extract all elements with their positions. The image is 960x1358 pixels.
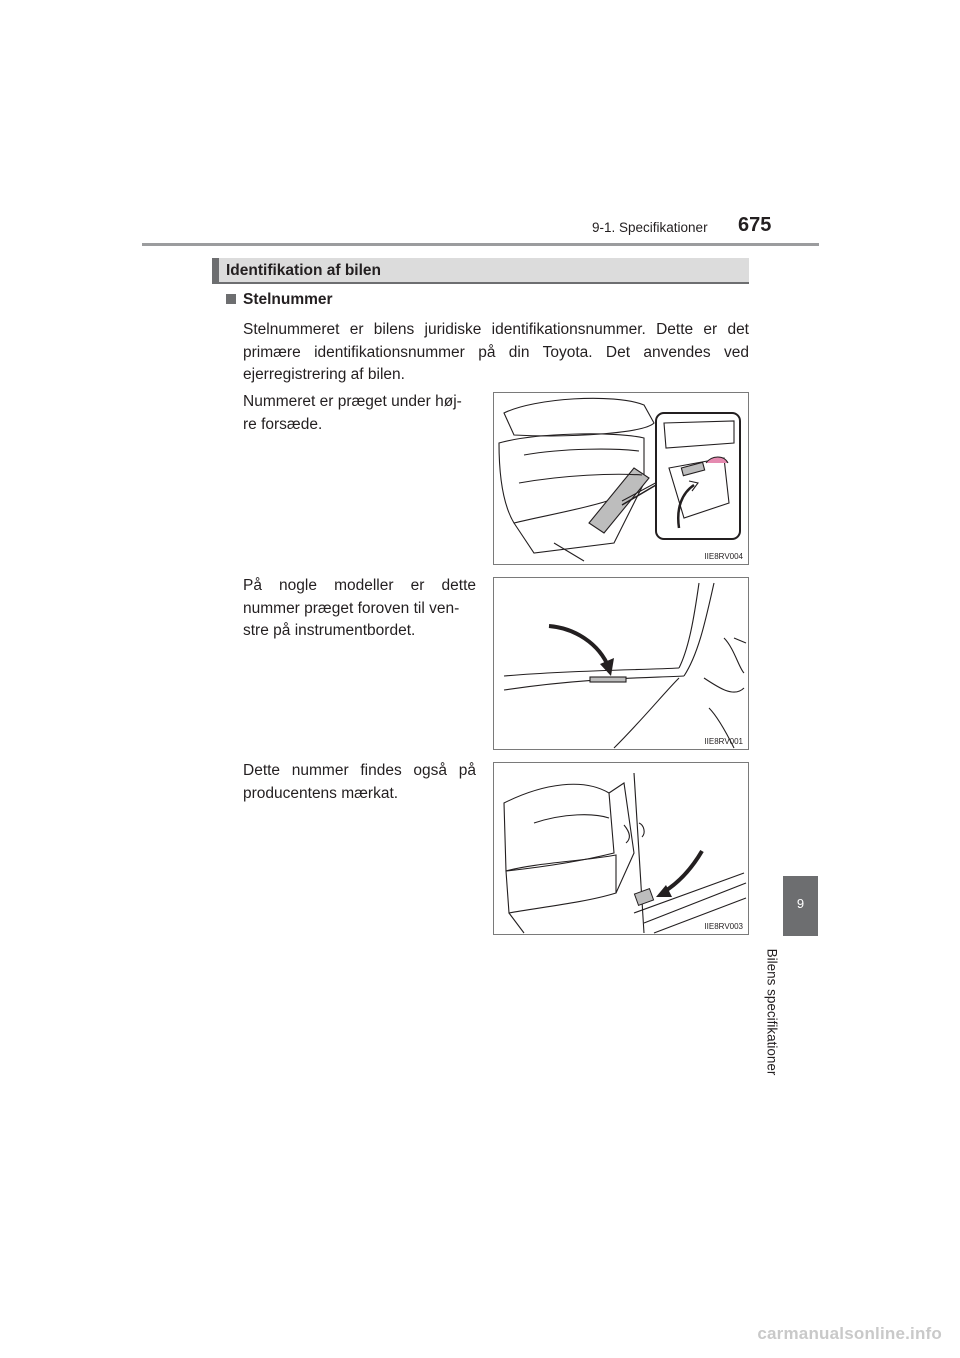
- section-heading-bar: [212, 258, 219, 284]
- door-pillar-illustration-svg: [494, 763, 748, 934]
- section-heading: Identifikation af bilen: [226, 262, 382, 279]
- figure-code: IIE8RV003: [704, 922, 743, 931]
- watermark: carmanualsonline.info: [757, 1324, 942, 1343]
- seat-underside-illustration: [493, 392, 749, 565]
- note-dashboard: På nogle modeller er dette nummer præget foroven til ven- stre på instrumentbordet.: [243, 577, 476, 639]
- subheading: Stelnummer: [243, 291, 333, 308]
- section-reference: 9-1. Specifikationer: [592, 220, 708, 235]
- chapter-title: Bilens specifikationer: [764, 948, 780, 1076]
- dashboard-corner-illustration: [493, 577, 749, 750]
- subheading-square-icon: [226, 294, 236, 304]
- figure-code: IIE8RV004: [704, 552, 743, 561]
- note-seat: Nummeret er præget under høj- re forsæde.: [243, 393, 462, 433]
- intro-paragraph: Stelnummeret er bilens juridiske identifikationsnummer. Dette er det primære identifikationsnummer på din Toyota. Det anvendes ved ejerregistrering af bilen.: [243, 321, 749, 383]
- chapter-number: 9: [796, 896, 805, 911]
- page-number: 675: [738, 214, 772, 236]
- header-rule: [142, 243, 819, 246]
- note-label: Dette nummer findes også på producentens mærkat.: [243, 762, 476, 802]
- seat-illustration-svg: [494, 393, 748, 564]
- door-pillar-label-illustration: [493, 762, 749, 935]
- dashboard-illustration-svg: [494, 578, 748, 749]
- figure-code: IIE8RV001: [704, 737, 743, 746]
